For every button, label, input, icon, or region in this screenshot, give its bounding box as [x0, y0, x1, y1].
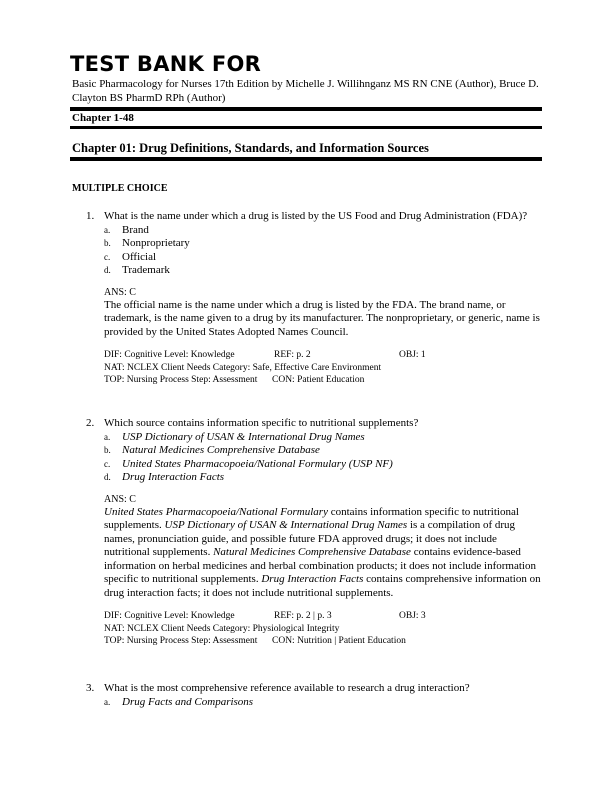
choice-letter: a. [104, 431, 111, 442]
choice-b [104, 444, 542, 458]
chapter-range: Chapter 1-48 [72, 112, 134, 124]
choice-letter: a. [104, 224, 111, 235]
reference-title: USP Dictionary of USAN & International Drug Names [164, 519, 408, 531]
question-metadata [104, 610, 542, 648]
section-label: MULTIPLE CHOICE [72, 183, 168, 194]
nursing-process-topic: TOP: Nursing Process Step: Assessment [104, 636, 258, 646]
objective: OBJ: 1 [399, 350, 426, 360]
objective: OBJ: 3 [399, 611, 426, 621]
answer-key: ANS: C [104, 286, 136, 298]
choice-text: Drug Facts and Comparisons [122, 695, 254, 708]
chapter-heading: Chapter 01: Drug Definitions, Standards, and Information Sources [72, 141, 429, 155]
choice-text: Natural Medicines Comprehensive Database [122, 444, 320, 456]
concept: CON: Patient Education [272, 375, 365, 385]
choice-d [104, 264, 542, 278]
question-2 [72, 417, 542, 648]
question-text: Which source contains information specific to nutritional supplements? [104, 417, 419, 429]
choice-c [104, 458, 542, 472]
rationale-text: is a compilation of drug names, pronunciation guide, and possible future FDA approved drugs; it does not include nutritional supplements. [104, 519, 516, 558]
answer-choices [104, 431, 542, 485]
choice-text: Nonproprietary [122, 237, 190, 249]
page-reference: REF: p. 2 [274, 350, 311, 360]
rationale-text: contains information specific to nutritional supplements. [104, 505, 519, 531]
concept: CON: Nutrition | Patient Education [272, 636, 406, 646]
reference-title: United States Pharmacopoeia/National Formulary [104, 505, 328, 518]
choice-c [104, 251, 542, 265]
answer-rationale: The official name is the name under which a drug is listed by the FDA. The brand name, or trademark, is the name given to a drug by its manufacturer. The nonproprietary, or generic, name is provided by the United States Adopted Names Council. [104, 298, 540, 338]
choice-text: United States Pharmacopoeia/National Formulary (USP NF) [122, 457, 393, 470]
choice-d [104, 471, 542, 485]
answer-choices [104, 224, 542, 278]
rationale-text: contains evidence-based information on herbal medicines and herbal combination products; it does not include information specific to nutritional supplements. [104, 546, 536, 585]
question-text: What is the name under which a drug is listed by the US Food and Drug Administration (FDA)? [104, 210, 528, 222]
question-1 [72, 210, 542, 387]
answer-key: ANS: C [104, 493, 136, 505]
choice-letter: d. [104, 265, 111, 275]
answer-rationale [104, 506, 542, 601]
choice-letter: d. [104, 472, 111, 482]
page-reference: REF: p. 2 | p. 3 [274, 611, 332, 621]
question-number: 3. [86, 682, 95, 694]
rationale-text: contains comprehensive information on drug interaction facts; it does not include nutritional supplements. [104, 573, 541, 599]
choice-b [104, 237, 542, 251]
choice-text: Drug Interaction Facts [122, 471, 225, 483]
difficulty: DIF: Cognitive Level: Knowledge [104, 350, 235, 360]
choice-text: USP Dictionary of USAN & International Drug Names [122, 430, 365, 443]
question-number: 2. [86, 417, 95, 429]
choice-letter: c. [104, 458, 111, 469]
choice-text: Official [122, 250, 157, 263]
choice-a [104, 431, 542, 445]
choice-text: Trademark [122, 264, 170, 276]
choice-a [104, 696, 542, 710]
reference-title: Drug Interaction Facts [261, 573, 364, 585]
answer-choices [104, 696, 542, 710]
chapter-heading-rule [70, 157, 542, 161]
difficulty: DIF: Cognitive Level: Knowledge [104, 611, 235, 621]
test-bank-title: TEST BANK FOR [70, 52, 262, 76]
question-3 [72, 682, 542, 709]
choice-letter: a. [104, 696, 111, 707]
choice-a [104, 224, 542, 238]
question-number: 1. [86, 210, 95, 222]
nclex-category: NAT: NCLEX Client Needs Category: Physiological Integrity [104, 623, 340, 634]
reference-title: Natural Medicines Comprehensive Database [213, 546, 411, 558]
question-metadata [104, 349, 542, 387]
choice-letter: b. [104, 445, 111, 455]
header-rule-double [70, 126, 542, 129]
nursing-process-topic: TOP: Nursing Process Step: Assessment [104, 375, 258, 385]
nclex-category: NAT: NCLEX Client Needs Category: Safe, Effective Care Environment [104, 362, 382, 373]
header-rule-thick [70, 107, 542, 111]
question-text: What is the most comprehensive reference available to research a drug interaction? [104, 682, 470, 694]
book-citation: Basic Pharmacology for Nurses 17th Edition by Michelle J. Willihnganz MS RN CNE (Author), Bruce D. Clayton BS PharmD RPh (Author) [72, 78, 539, 104]
choice-letter: c. [104, 251, 111, 262]
choice-letter: b. [104, 238, 111, 248]
choice-text: Brand [122, 223, 149, 236]
